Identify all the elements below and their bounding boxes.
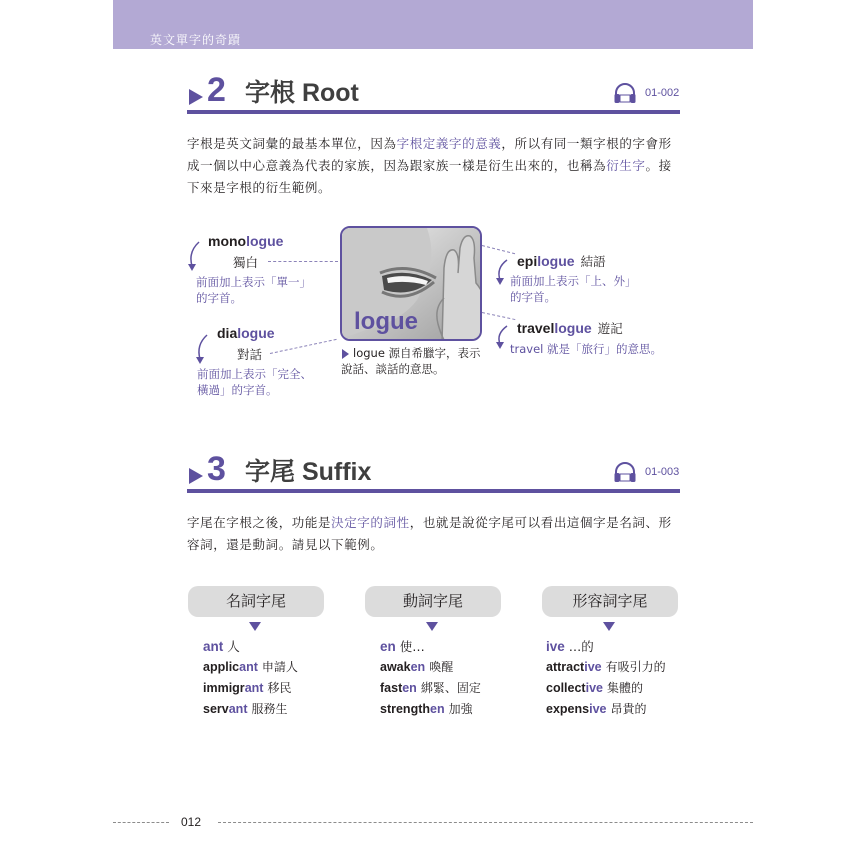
word-zh: 遊記: [597, 321, 623, 336]
curved-arrow-icon: [186, 240, 202, 274]
section-rule: [187, 489, 680, 493]
audio-track-code: 01-002: [645, 87, 680, 99]
word-meaning: 服務生: [251, 702, 288, 716]
word-stem: awak: [380, 660, 411, 674]
section-title: 字尾 Suffix: [245, 458, 372, 486]
suffix-meaning: 使…: [399, 639, 425, 654]
word-meaning: 申請人: [261, 660, 298, 674]
word-suffix: ive: [589, 702, 607, 716]
word-meaning: 移民: [267, 681, 292, 695]
word-meaning: 喚醒: [429, 660, 454, 674]
example-word: [203, 699, 298, 720]
section-number: 3: [207, 450, 226, 488]
word-meaning: 加強: [448, 702, 473, 716]
word-meaning: 有吸引力的: [605, 660, 666, 674]
connector-line: [482, 245, 515, 254]
audio-track-code: 01-003: [645, 466, 680, 478]
word-suffix: ant: [244, 681, 264, 695]
word-suffix: ive: [584, 660, 602, 674]
word-travelogue: [517, 319, 623, 337]
paragraph-text: ，所以有同一類字根的字會形成一個以中心意義為代表的家族，因為跟家族一樣是衍生出來的，也稱為: [187, 136, 672, 173]
category-noun-suffix: 名詞字尾: [188, 586, 324, 617]
paragraph-text: 字根是英文詞彙的最基本單位，因為: [187, 136, 397, 151]
suffix-intro-paragraph: [187, 512, 680, 556]
book-title: 英文單字的奇蹟: [150, 33, 242, 47]
example-word: [380, 699, 481, 720]
word-stem: expens: [546, 702, 590, 716]
suffix-term: en: [380, 639, 396, 654]
example-word: [203, 678, 298, 699]
mouth-speaking-photo: [340, 226, 482, 341]
paragraph-text: ，也就是說從字尾可以看出這個字是名詞、形容詞，還是動詞。請見以下範例。: [187, 515, 672, 552]
word-prefix: dia: [217, 325, 238, 341]
word-stem: collect: [546, 681, 586, 695]
highlighted-term: 衍生字: [606, 158, 646, 173]
desc-line-1: 前面加上表示「上、外」: [510, 274, 637, 288]
headphones-icon[interactable]: [613, 82, 637, 104]
category-adjective-suffix: 形容詞字尾: [542, 586, 678, 617]
example-word: [203, 657, 298, 678]
suffix-heading: [380, 636, 481, 657]
footer-rule-left: [113, 822, 169, 823]
word-prefix: epi: [517, 253, 538, 269]
word-monologue-zh: 獨白: [233, 255, 259, 270]
word-stem: strength: [380, 702, 430, 716]
word-stem: applic: [203, 660, 240, 674]
section-number: 2: [207, 71, 226, 109]
word-root: logue: [246, 233, 284, 249]
word-epilogue: [517, 252, 606, 270]
footer-rule-right: [218, 822, 753, 823]
connector-line: [268, 261, 338, 262]
desc-line-1: 前面加上表示「完全、: [197, 367, 312, 381]
word-stem: immigr: [203, 681, 245, 695]
connector-line: [482, 312, 515, 320]
center-note-line-2: 說話、談話的意思。: [341, 362, 445, 376]
word-dialogue-desc: [197, 366, 312, 398]
word-prefix: mono: [208, 233, 247, 249]
down-arrow-icon: [426, 622, 438, 631]
header-band: [113, 0, 753, 49]
highlighted-term: 字根定義字的意義: [396, 136, 502, 151]
section-rule: [187, 110, 680, 114]
example-word: [546, 657, 666, 678]
example-word: [546, 699, 666, 720]
desc-line-1: 前面加上表示「單一」: [196, 275, 311, 289]
desc-line-2: 的字首。: [510, 290, 556, 304]
suffix-heading: [546, 636, 666, 657]
word-root: logue: [537, 253, 575, 269]
category-verb-suffix: 動詞字尾: [365, 586, 501, 617]
noun-suffix-column: [203, 636, 298, 720]
connector-line: [270, 339, 337, 354]
word-meaning: 綁緊、固定: [420, 681, 481, 695]
curved-arrow-icon: [494, 324, 510, 352]
word-epilogue-desc: [510, 273, 637, 305]
word-suffix: en: [430, 702, 445, 716]
word-stem: fast: [380, 681, 403, 695]
word-suffix: ive: [585, 681, 603, 695]
word-stem: attract: [546, 660, 585, 674]
example-word: [380, 657, 481, 678]
down-arrow-icon: [249, 622, 261, 631]
section-heading: [187, 71, 680, 110]
verb-suffix-column: [380, 636, 481, 720]
word-suffix: ant: [239, 660, 258, 674]
section-arrow-icon: [189, 468, 203, 484]
word-suffix: en: [402, 681, 417, 695]
word-root: logue: [554, 320, 592, 336]
word-monologue-desc: [196, 274, 311, 306]
section-title: 字根 Root: [245, 79, 359, 107]
page-number: 012: [181, 815, 202, 829]
word-suffix: ant: [228, 702, 248, 716]
word-meaning: 集體的: [607, 681, 644, 695]
word-meaning: 昂貴的: [610, 702, 647, 716]
curved-arrow-icon: [494, 258, 510, 288]
word-dialogue-zh: 對話: [237, 347, 263, 362]
center-note-line-1: logue 源自希臘字，表示: [353, 346, 481, 360]
suffix-meaning: …的: [568, 639, 594, 654]
word-zh: 結語: [580, 254, 606, 269]
highlighted-term: 決定字的詞性: [331, 515, 410, 530]
word-dialogue: [217, 325, 275, 341]
root-intro-paragraph: [187, 133, 680, 199]
word-stem: serv: [203, 702, 229, 716]
suffix-meaning: 人: [227, 639, 240, 654]
center-root-label: logue: [354, 308, 418, 335]
section-heading: [187, 450, 680, 489]
example-word: [380, 678, 481, 699]
down-arrow-icon: [603, 622, 615, 631]
section-root-heading: [187, 71, 680, 110]
paragraph-text: 。接下來是字根的衍生範例。: [187, 158, 672, 195]
desc-line-2: 的字首。: [196, 291, 242, 305]
word-monologue: [208, 233, 283, 249]
example-word: [546, 678, 666, 699]
curved-arrow-icon: [194, 333, 210, 367]
adjective-suffix-column: [546, 636, 666, 720]
suffix-term: ive: [546, 639, 565, 654]
word-root: logue: [237, 325, 275, 341]
section-arrow-icon: [189, 89, 203, 105]
headphones-icon[interactable]: [613, 461, 637, 483]
word-suffix: en: [410, 660, 426, 674]
suffix-term: ant: [203, 639, 224, 654]
section-suffix-heading: [187, 450, 680, 489]
desc-line-2: 橫過」的字首。: [197, 383, 278, 397]
paragraph-text: 字尾在字根之後，功能是: [187, 515, 332, 530]
word-prefix: travel: [517, 320, 555, 336]
suffix-heading: [203, 636, 298, 657]
word-travelogue-desc: travel 就是「旅行」的意思。: [510, 342, 663, 356]
center-root-note: [341, 345, 481, 377]
